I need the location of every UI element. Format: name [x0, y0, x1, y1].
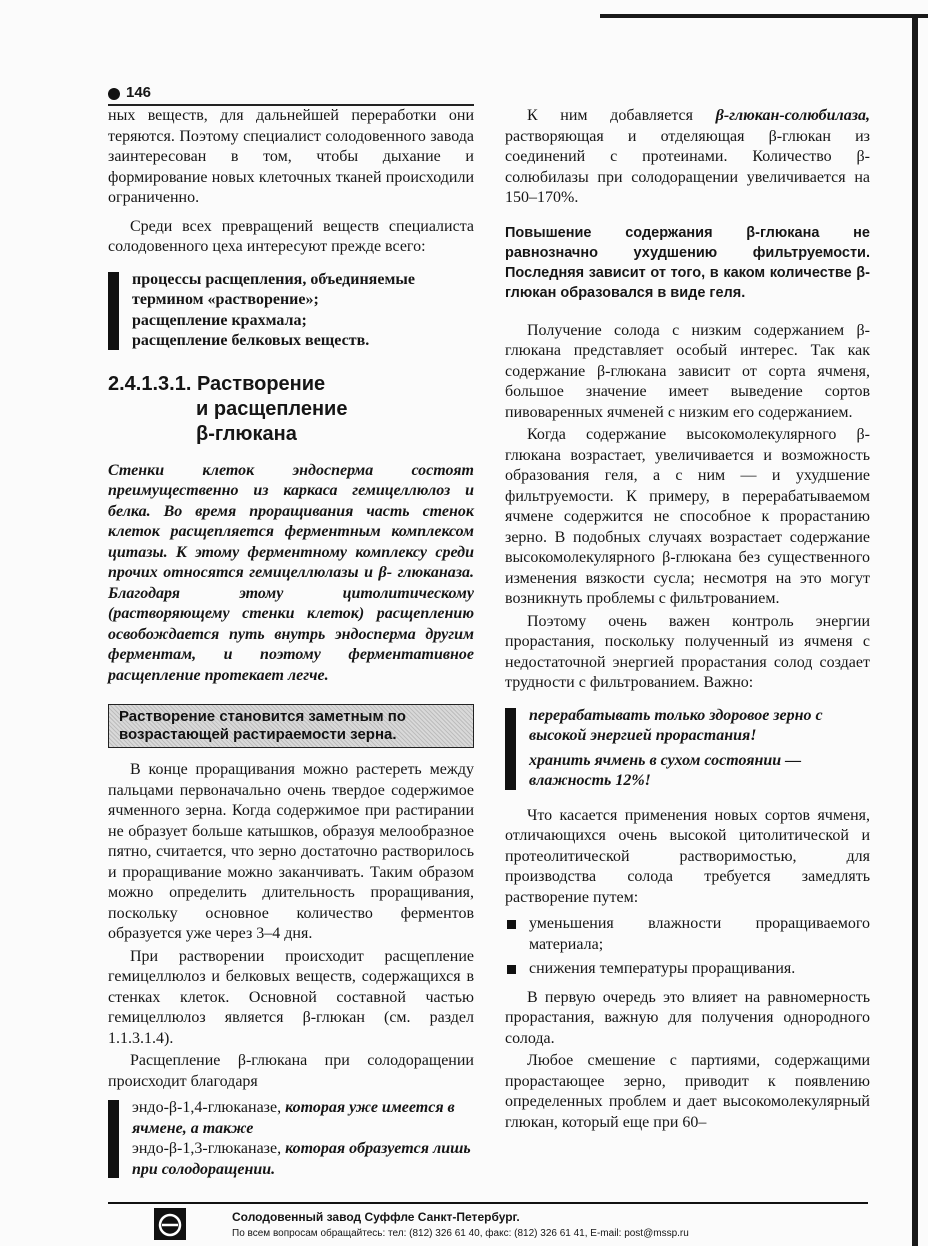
right-paragraph-5: Что касается применения новых сортов ячменя, отличающихся очень высокой цитолитической и протеолитической растворимостью, для производства солода требуется замедлять растворение путем:: [505, 806, 870, 906]
right-paragraph-7: Любое смешение с партиями, содержащими прорастающее зерно, приводит к появлению определенных проблем и дает высокомолекулярный глюкан, который еще при 60–: [505, 1052, 870, 1131]
list-bar: [108, 272, 119, 350]
page-number: 146: [126, 84, 152, 101]
section-heading: [108, 372, 474, 447]
dissolution-list: [108, 270, 474, 352]
right-column: [505, 106, 870, 1133]
bullet-icon: [507, 920, 516, 929]
left-paragraph-5: Расщепление β-глюкана при солодоращении происходит благодаря: [108, 1052, 474, 1090]
section-heading-line-1: 2.4.1.3.1. Растворение: [108, 372, 326, 395]
footer-contacts: По всем вопросам обращайтесь: тел: (812) 326 61 40, факс: (812) 326 61 41, E-mail: post@mssp.ru: [232, 1228, 689, 1239]
key-statement: Повышение содержания β-глюкана не равнозначно ухудшению фильтруемости. Последняя зависит от того, в каком количестве β-глюкан образовался в виде геля.: [505, 224, 870, 301]
left-column: [108, 106, 474, 1180]
right-paragraph-2: Получение солода с низким содержанием β-глюкана представляет особый интерес. Так как содержание β-глюкана зависит от сорта ячменя, большое значение имеет выведение сортов пивоваренных ячменей с низким его содержанием.: [505, 321, 870, 421]
malt-logo-icon: [154, 1208, 186, 1240]
footer-rule: [108, 1202, 868, 1204]
list-item: расщепление крахмала;: [132, 311, 307, 329]
enzyme-name: эндо-β-1,3-глюканазе,: [132, 1140, 286, 1157]
list-bar: [505, 708, 516, 790]
bullet-list: [505, 914, 870, 980]
enzyme-description: которая образуется лишь при солодоращении.: [132, 1140, 471, 1178]
page-header: [88, 84, 488, 106]
highlight-box: [108, 704, 474, 748]
list-item: [132, 1098, 474, 1139]
list-bar: [108, 1100, 119, 1178]
right-paragraph-4: Поэтому очень важен контроль энергии прорастания, поскольку полученный из ячменя с недостаточной энергией прорастания солод создает трудности с фильтрованием. Важно:: [505, 612, 870, 691]
list-item: [505, 959, 870, 980]
list-item-text: уменьшения влажности проращиваемого материала;: [529, 915, 870, 953]
right-paragraph-6: В первую очередь это влияет на равномерность прорастания, важную для получения однородного солода.: [505, 988, 870, 1047]
enzyme-list: [108, 1098, 474, 1180]
page-edge: [912, 18, 918, 1246]
footer-company: Солодовенный завод Суффле Санкт-Петербург.: [232, 1210, 520, 1224]
footer: [108, 1202, 868, 1242]
right-paragraph-1-end: растворяющая и отделяющая β-глюкан из соединений с протеинами. Количество β-солюбилазы при солодоращении увеличивается на 150–170%.: [505, 127, 870, 206]
right-paragraph-1: [505, 106, 870, 209]
enzyme-description: которая уже имеется в ячмене, а также: [132, 1099, 455, 1137]
left-paragraph-4: При растворении происходит расщепление гемицеллюлоз и белковых веществ, содержащихся в стенках клеток. Основной составной частью гемицеллюлоз является β-глюкан (см. раздел 1.1.3.1.4).: [108, 947, 474, 1047]
page-marker-dot: [108, 88, 120, 100]
important-list: [505, 706, 870, 792]
section-intro: Стенки клеток эндосперма состоят преимущественно из каркаса гемицеллюлоз и белка. Во время проращивания часть стенок клеток расщепляется ферментным комплексом цитазы. К этому ферментному комплексу среди прочих относятся гемицеллюлазы и β- глюканаза. Благодаря этому цитолитическому (растворяющему стенки клеток) расщеплению освобождается путь внутрь эндосперма другим ферментам, и поэтому ферментативное расщепление протекает легче.: [108, 461, 474, 684]
left-paragraph-2: Среди всех превращений веществ специалиста солодовенного цеха интересуют прежде всего:: [108, 217, 474, 255]
list-item: [505, 914, 870, 955]
bullet-icon: [507, 965, 516, 974]
right-paragraph-3: Когда содержание высокомолекулярного β-глюкана возрастает, увеличивается и возможность образования геля, а с ним — и ухудшение фильтруемости. К примеру, в перерабатываемом ячмене содержится не способное к прорастанию зерно. В подобных случаях возрастает содержание высокомолекулярного β-глюкана без существенного изменения вязкости сусла; несмотря на это могут возникнуть проблемы с фильтрованием.: [505, 426, 870, 607]
left-paragraph-3: В конце проращивания можно растереть между пальцами первоначально очень твердое содержимое ячменного зерна. Когда содержимое при растирании не образует больше катышков, образуя мелообразное пятно, считается, что зерно достаточно растворилось и проращивание можно заканчивать. Таким образом можно определить длительность проращивания, поскольку основное количество ферментов образуется уже через 3–4 дня.: [108, 761, 474, 942]
list-item: хранить ячмень в сухом состоянии — влажность 12%!: [529, 751, 802, 789]
enzyme-term: β-глюкан-солюбилаза,: [715, 107, 870, 124]
list-item: перерабатывать только здоровое зерно с высокой энергией прорастания!: [529, 706, 823, 744]
enzyme-name: эндо-β-1,4-глюканазе,: [132, 1099, 286, 1116]
list-item-text: снижения температуры проращивания.: [529, 960, 796, 977]
right-paragraph-1-start: К ним добавляется: [527, 107, 716, 124]
left-paragraph-1: ных веществ, для дальнейшей переработки они теряются. Поэтому специалист солодовенного завода заинтересован в том, чтобы дыхание и формирование новых клеточных тканей происходили ограниченно.: [108, 107, 474, 206]
page-corner: [600, 14, 928, 18]
list-item: расщепление белковых веществ.: [132, 332, 370, 349]
section-heading-line-2: и расщепление: [196, 397, 348, 420]
list-item: процессы расщепления, объединяемые термином «растворение»;: [132, 270, 415, 308]
section-heading-line-3: β-глюкана: [196, 422, 297, 445]
list-item: [132, 1139, 474, 1180]
highlight-text: Растворение становится заметным по возрастающей растираемости зерна.: [119, 708, 406, 743]
